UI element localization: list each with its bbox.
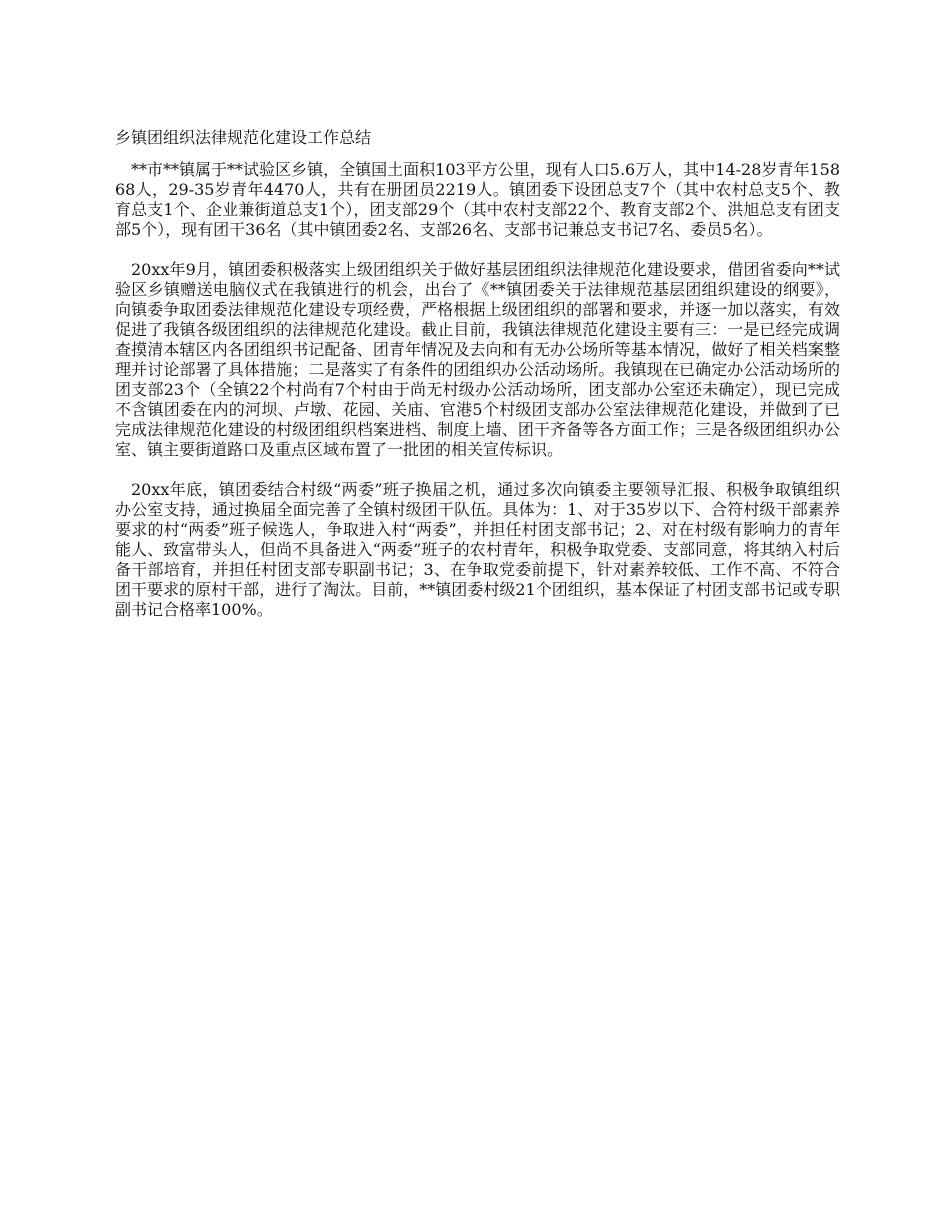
- paragraph-team-cadres: 20xx年底，镇团委结合村级“两委”班子换届之机，通过多次向镇委主要领导汇报、积极争取镇组织办公室支持，通过换届全面完善了全镇村级团干队伍。具体为：1、对于35岁以下、合符村级干部素养要求的村“两委”班子候选人，争取进入村“两委”，并担任村团支部书记；2、对在村级有影响力的青年能人、致富带头人，但尚不具备进入“两委”班子的农村青年，积极争取党委、支部同意，将其纳入村后备干部培育，并担任村团支部专职副书记；3、在争取党委前提下，针对素养较低、工作不高、不符合团干要求的原村干部，进行了淘汰。目前，**镇团委村级21个团组织，基本保证了村团支部书记或专职副书记合格率100%。: [115, 480, 840, 619]
- paragraph-construction: 20xx年9月，镇团委积极落实上级团组织关于做好基层团组织法律规范化建设要求，借团省委向**试验区乡镇赠送电脑仪式在我镇进行的机会，出台了《**镇团委关于法律规范基层团组织建设的纲要》，向镇委争取团委法律规范化建设专项经费，严格根据上级团组织的部署和要求，并逐一加以落实，有效促进了我镇各级团组织的法律规范化建设。截止目前，我镇法律规范化建设主要有三：一是已经完成调查摸清本辖区内各团组织书记配备、团青年情况及去向和有无办公场所等基本情况，做好了相关档案整理并讨论部署了具体措施；二是落实了有条件的团组织办公活动场所。我镇现在已确定办公活动场所的团支部23个（全镇22个村尚有7个村由于尚无村级办公活动场所，团支部办公室还未确定），现已完成不含镇团委在内的河坝、卢墩、花园、关庙、官港5个村级团支部办公室法律规范化建设，并做到了已完成法律规范化建设的村级团组织档案进档、制度上墙、团干齐备等各方面工作；三是各级团组织办公室、镇主要街道路口及重点区域布置了一批团的相关宣传标识。: [115, 260, 840, 459]
- document-title: 乡镇团组织法律规范化建设工作总结: [115, 128, 372, 147]
- paragraph-overview: **市**镇属于**试验区乡镇，全镇国土面积103平方公里，现有人口5.6万人，其中14-28岁青年15868人，29-35岁青年4470人，共有在册团员2219人。镇团委下设团总支7个（其中农村总支5个、教育总支1个、企业兼街道总支1个），团支部29个（其中农村支部22个、教育支部2个、洪旭总支有团支部5个），现有团干36名（其中镇团委2名、支部26名、支部书记兼总支书记7名、委员5名）。: [115, 160, 840, 239]
- document-page: [115, 120, 840, 640]
